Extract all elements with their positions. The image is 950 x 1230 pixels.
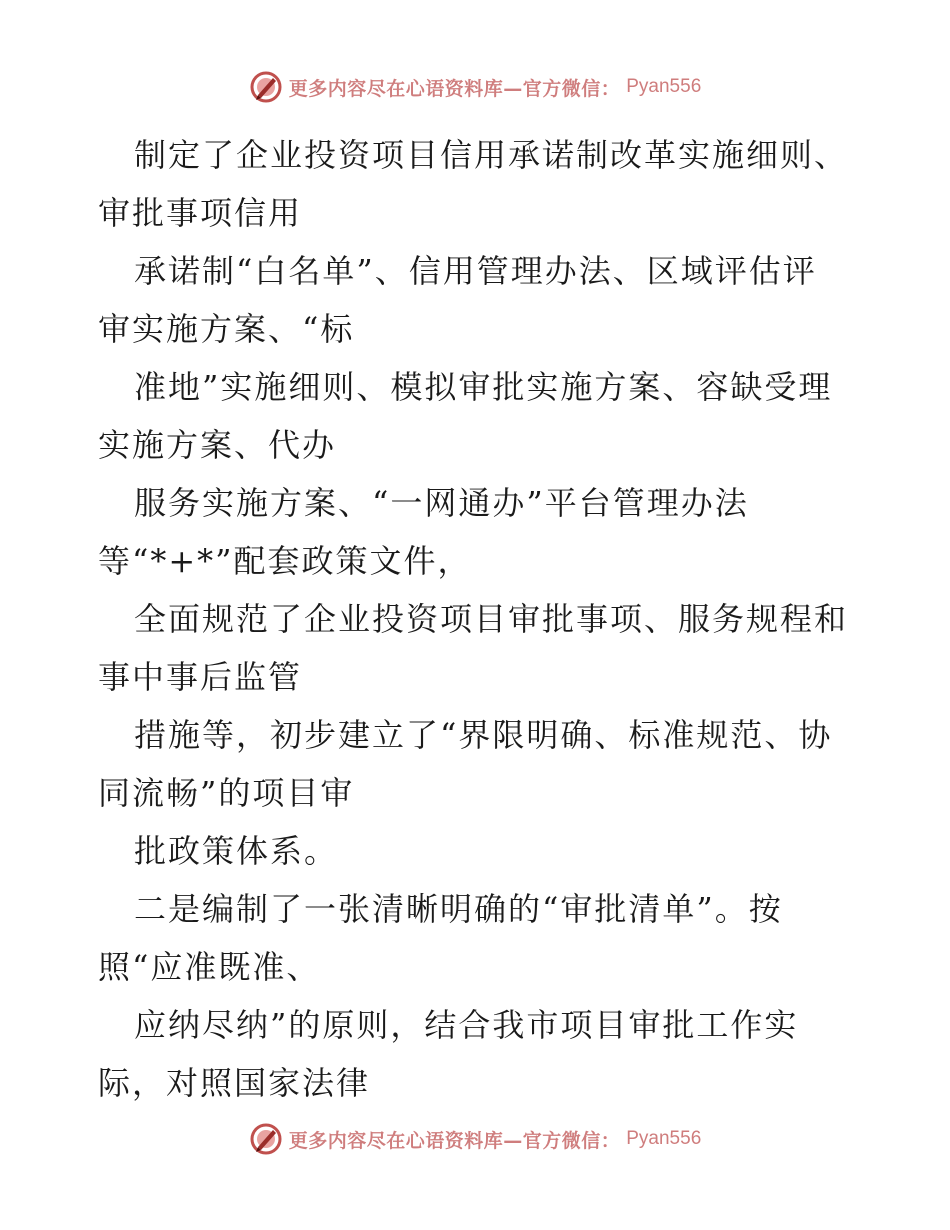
- text-line: 批政策体系。: [134, 832, 339, 870]
- watermark-id: Pyan556: [626, 76, 702, 97]
- text-line: 承诺制“白名单”、信用管理办法、区域评估评: [134, 252, 817, 290]
- pen-logo-icon: [249, 70, 283, 104]
- footer-watermark: [0, 1122, 950, 1156]
- text-line: 准地”实施细则、模拟审批实施方案、容缺受理: [134, 368, 833, 406]
- text-line: 应纳尽纳”的原则，结合我市项目审批工作实: [134, 1006, 799, 1044]
- header-watermark: [0, 70, 950, 104]
- watermark-text: 更多内容尽在心语资料库—官方微信：: [288, 77, 621, 100]
- text-line: 制定了企业投资项目信用承诺制改革实施细则、: [134, 136, 849, 174]
- text-line: 审批事项信用: [98, 194, 303, 232]
- text-line: 同流畅”的项目审: [98, 774, 355, 812]
- text-line: 全面规范了企业投资项目审批事项、服务规程和: [134, 600, 849, 638]
- pen-logo-icon: [249, 1122, 283, 1156]
- text-line: 等“*+*”配套政策文件，: [98, 542, 472, 580]
- text-line: 二是编制了一张清晰明确的“审批清单”。按: [134, 890, 783, 928]
- text-line: 照“应准既准、: [98, 948, 321, 986]
- text-line: 事中事后监管: [98, 658, 303, 696]
- text-line: 实施方案、代办: [98, 426, 337, 464]
- document-body: [98, 126, 858, 1112]
- watermark-text: 更多内容尽在心语资料库—官方微信：: [288, 1129, 621, 1152]
- watermark-id: Pyan556: [626, 1128, 702, 1149]
- text-line: 服务实施方案、“一网通办”平台管理办法: [134, 484, 749, 522]
- text-line: 审实施方案、“标: [98, 310, 355, 348]
- text-line: 际，对照国家法律: [98, 1064, 371, 1102]
- text-line: 措施等，初步建立了“界限明确、标准规范、协: [134, 716, 833, 754]
